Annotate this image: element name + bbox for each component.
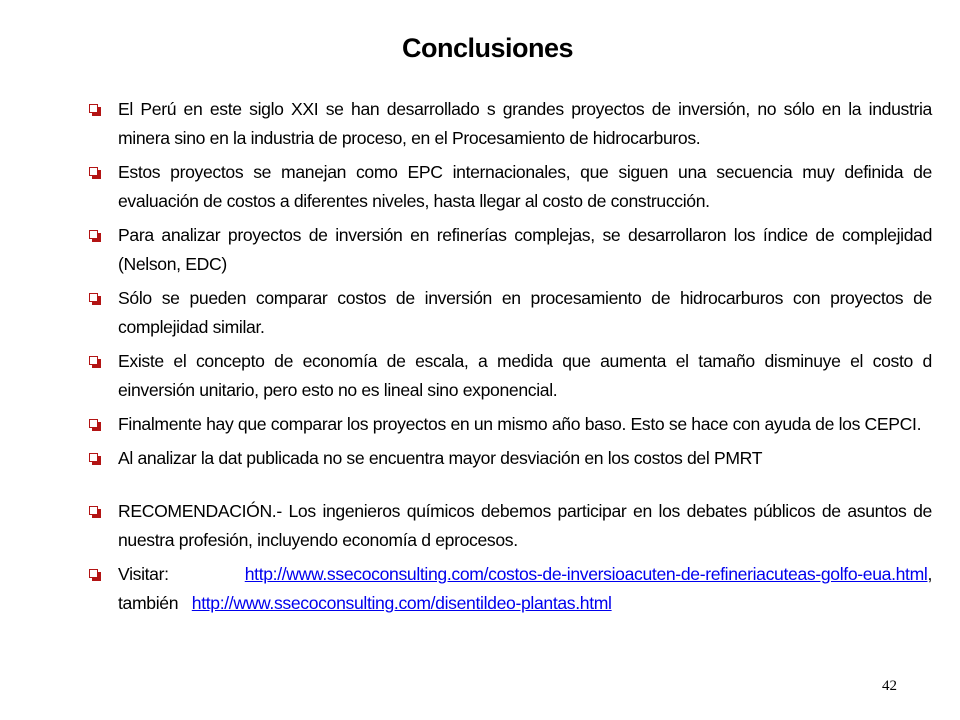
conclusions-list bbox=[88, 95, 932, 623]
checkbox-bullet-icon bbox=[89, 104, 98, 113]
consulting-link-refinerias[interactable]: http://www.ssecoconsulting.com/costos-de-inversioacuten-de-refineriacuteas-golfo-eua.html bbox=[244, 564, 928, 584]
list-item bbox=[88, 158, 932, 216]
list-item bbox=[88, 347, 932, 405]
checkbox-bullet-icon bbox=[89, 230, 98, 239]
list-item-text: Sólo se pueden comparar costos de inversión en procesamiento de hidrocarburos con proyectos de complejidad similar. bbox=[118, 288, 932, 337]
list-item bbox=[88, 444, 932, 473]
list-item-text: Finalmente hay que comparar los proyectos en un mismo año baso. Esto se hace con ayuda de los CEPCI. bbox=[118, 414, 922, 434]
visit-connector: , también bbox=[118, 564, 932, 613]
visit-label: Visitar: bbox=[118, 564, 169, 584]
list-item-text: El Perú en este siglo XXI se han desarrollado s grandes proyectos de inversión, no sólo en la industria minera sino en la industria de proceso, en el Procesamiento de hidrocarburos. bbox=[118, 99, 932, 148]
recommendation-item bbox=[88, 497, 932, 555]
checkbox-bullet-icon bbox=[89, 356, 98, 365]
checkbox-bullet-icon bbox=[89, 167, 98, 176]
checkbox-bullet-icon bbox=[89, 453, 98, 462]
list-item bbox=[88, 284, 932, 342]
list-item bbox=[88, 95, 932, 153]
visit-item bbox=[88, 560, 932, 618]
slide-title: Conclusiones bbox=[401, 33, 574, 63]
consulting-link-plantas[interactable]: http://www.ssecoconsulting.com/disentildeo-plantas.html bbox=[191, 593, 612, 613]
list-item-text: Al analizar la dat publicada no se encuentra mayor desviación en los costos del PMRT bbox=[118, 448, 763, 468]
list-item-text: Existe el concepto de economía de escala, a medida que aumenta el tamaño disminuye el costo d einversión unitario, pero esto no es lineal sino exponencial. bbox=[118, 351, 932, 400]
page-number: 42 bbox=[882, 678, 897, 694]
checkbox-bullet-icon bbox=[89, 293, 98, 302]
list-item bbox=[88, 410, 932, 439]
checkbox-bullet-icon bbox=[89, 419, 98, 428]
checkbox-bullet-icon bbox=[89, 506, 98, 515]
list-item-text: Estos proyectos se manejan como EPC internacionales, que siguen una secuencia muy definida de evaluación de costos a diferentes niveles, hasta llegar al costo de construcción. bbox=[118, 162, 932, 211]
recommendation-text: RECOMENDACIÓN.- Los ingenieros químicos debemos participar en los debates públicos de asuntos de nuestra profesión, incluyendo economía d eprocesos. bbox=[118, 501, 932, 550]
checkbox-bullet-icon bbox=[89, 569, 98, 578]
list-item bbox=[88, 221, 932, 279]
list-item-text: Para analizar proyectos de inversión en refinerías complejas, se desarrollaron los índice de complejidad (Nelson, EDC) bbox=[118, 225, 932, 274]
